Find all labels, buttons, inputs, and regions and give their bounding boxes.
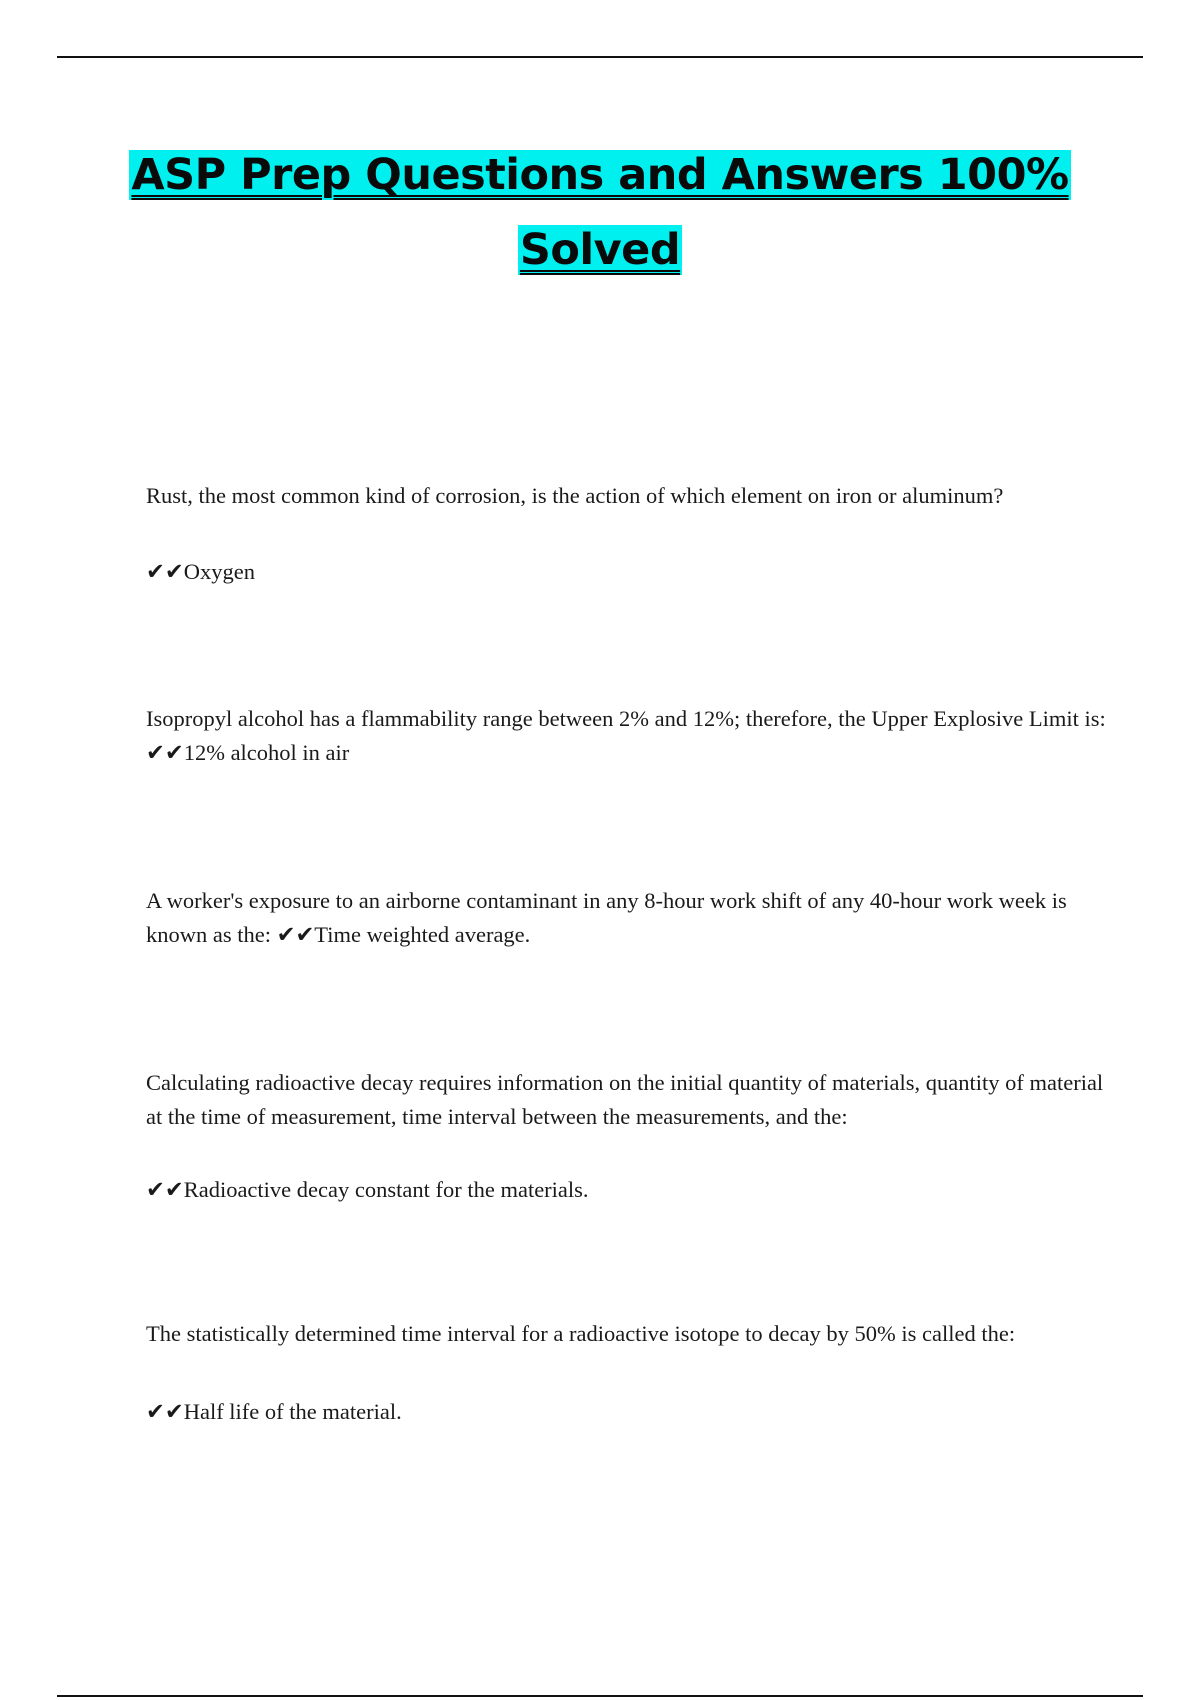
question-1: Rust, the most common kind of corrosion, is the action of which element on iron or aluminum? xyxy=(146,483,1004,508)
answer-4: ✔✔Radioactive decay constant for the materials. xyxy=(146,1177,589,1202)
answer-5: ✔✔Half life of the material. xyxy=(146,1399,402,1424)
title-line-1: ASP Prep Questions and Answers 100% xyxy=(131,150,1069,200)
top-divider xyxy=(57,56,1143,58)
question-4: Calculating radioactive decay requires information on the initial quantity of materials, quantity of material at the time of measurement, time interval between the measurements, and the: xyxy=(146,1070,1104,1129)
question-2: Isopropyl alcohol has a flammability range between 2% and 12%; therefore, the Upper Explosive Limit is: ✔✔12% alcohol in air xyxy=(146,706,1106,765)
question-3: A worker's exposure to an airborne contaminant in any 8-hour work shift of any 40-hour work week is known as the: ✔✔Time weighted average. xyxy=(146,888,1067,947)
document-title xyxy=(0,138,1200,288)
title-line-2: Solved xyxy=(519,225,681,275)
question-5: The statistically determined time interval for a radioactive isotope to decay by 50% is called the: xyxy=(146,1321,1016,1346)
answer-1: ✔✔Oxygen xyxy=(146,559,255,584)
bottom-divider xyxy=(57,1695,1143,1697)
